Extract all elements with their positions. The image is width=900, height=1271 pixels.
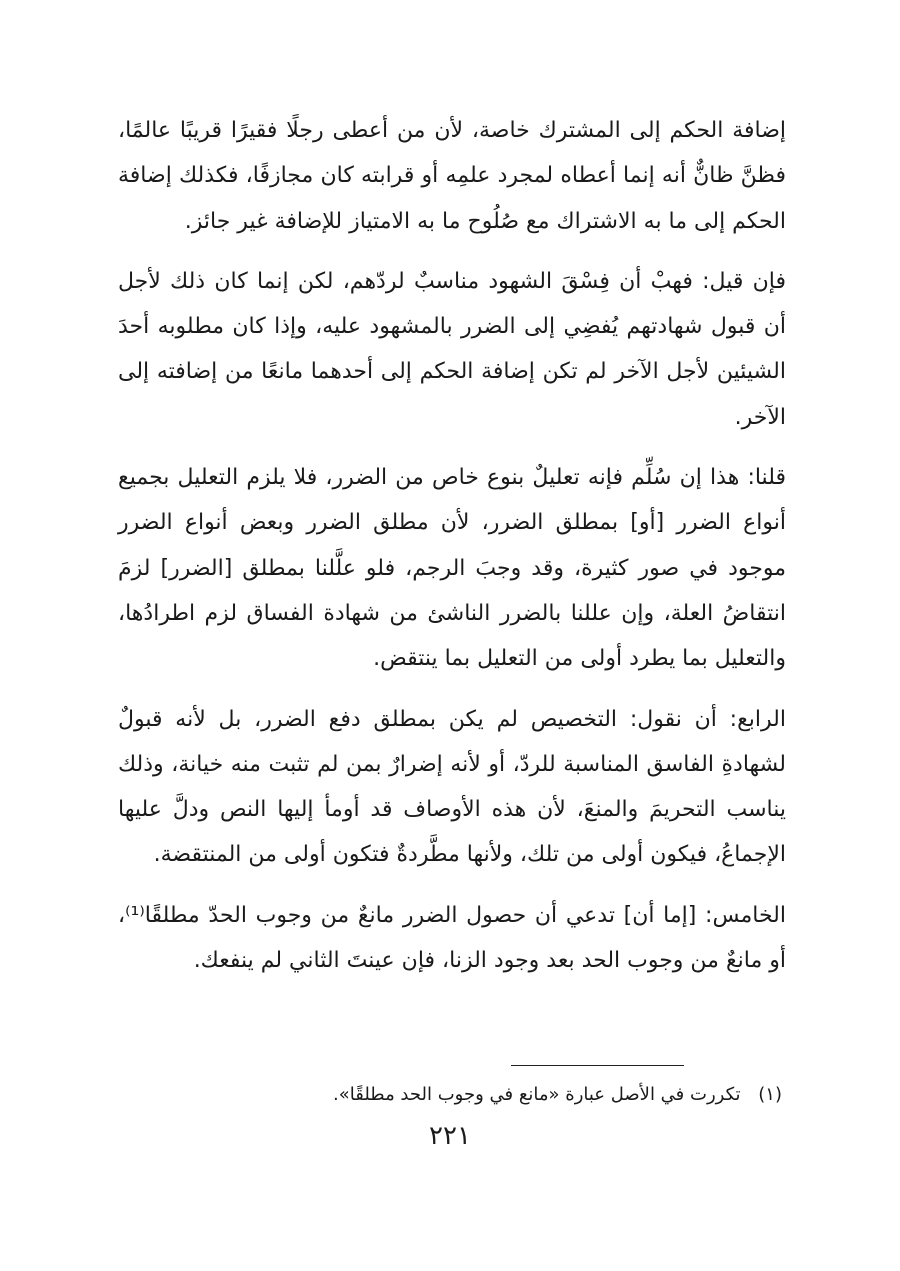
paragraph-5: الخامس: [إما أن] تدعي أن حصول الضرر مانعٌ من وجوب الحدّ مطلقًا⁽¹⁾، أو مانعٌ من وجوب الحد بعد وجود الزنا، فإن عينتَ الثاني لم ينفعك. [118,902,786,974]
paragraph-3: قلنا: هذا إن سُلِّم فإنه تعليلٌ بنوع خاص من الضرر، فلا يلزم التعليل بجميع أنواع الضرر [أو] بمطلق الضرر، لأن مطلق الضرر وبعض أنواع الضرر موجود في صور كثيرة، وقد وجبَ الرجم، فلو علَّلنا بمطلق [الضرر] لزمَ انتقاضُ العلة، وإن عللنا بالضرر الناشئ من شهادة الفساق لزم اطرادُها، والتعليل بما يطرد أولى من التعليل بما ينتقض. [118,465,786,672]
page-number: ٢٢١ [429,1121,471,1151]
paragraph-2: فإن قيل: فهبْ أن فِسْقَ الشهود مناسبٌ لردّهم، لكن إنما كان ذلك لأجل أن قبول شهادتهم يُفضِي إلى الضرر بالمشهود عليه، وإذا كان مطلوبه أحدَ الشيئين لأجل الآخر لم تكن إضافة الحكم إلى أحدهما مانعًا من إضافته إلى الآخر. [118,268,786,430]
footnote-text: تكررت في الأصل عبارة «مانع في وجوب الحد مطلقًا». [333,1084,741,1105]
paragraph-1: إضافة الحكم إلى المشترك خاصة، لأن من أعطى رجلًا فقيرًا قريبًا عالمًا، فظنَّ ظانٌّ أنه إنما أعطاه لمجرد علمِه أو قرابته كان مجازفًا، فكذلك إضافة الحكم إلى ما به الاشتراك مع صُلُوح ما به الامتياز للإضافة غير جائز. [118,118,786,234]
footnote [114,1079,782,1111]
main-text [118,108,786,998]
footnote-number: (١) [758,1084,782,1105]
paragraph-4: الرابع: أن نقول: التخصيص لم يكن بمطلق دفع الضرر، بل لأنه قبولٌ لشهادةِ الفاسق المناسبة للردّ، أو لأنه إضرارٌ بمن لم تثبت منه خيانة، وذلك يناسب التحريمَ والمنعَ، لأن هذه الأوصاف قد أومأ إليها النص ودلَّ عليها الإجماعُ، فيكون أولى من تلك، ولأنها مطَّردةٌ فتكون أولى من المنتقضة. [118,706,786,868]
footnote-separator [511,1065,684,1066]
